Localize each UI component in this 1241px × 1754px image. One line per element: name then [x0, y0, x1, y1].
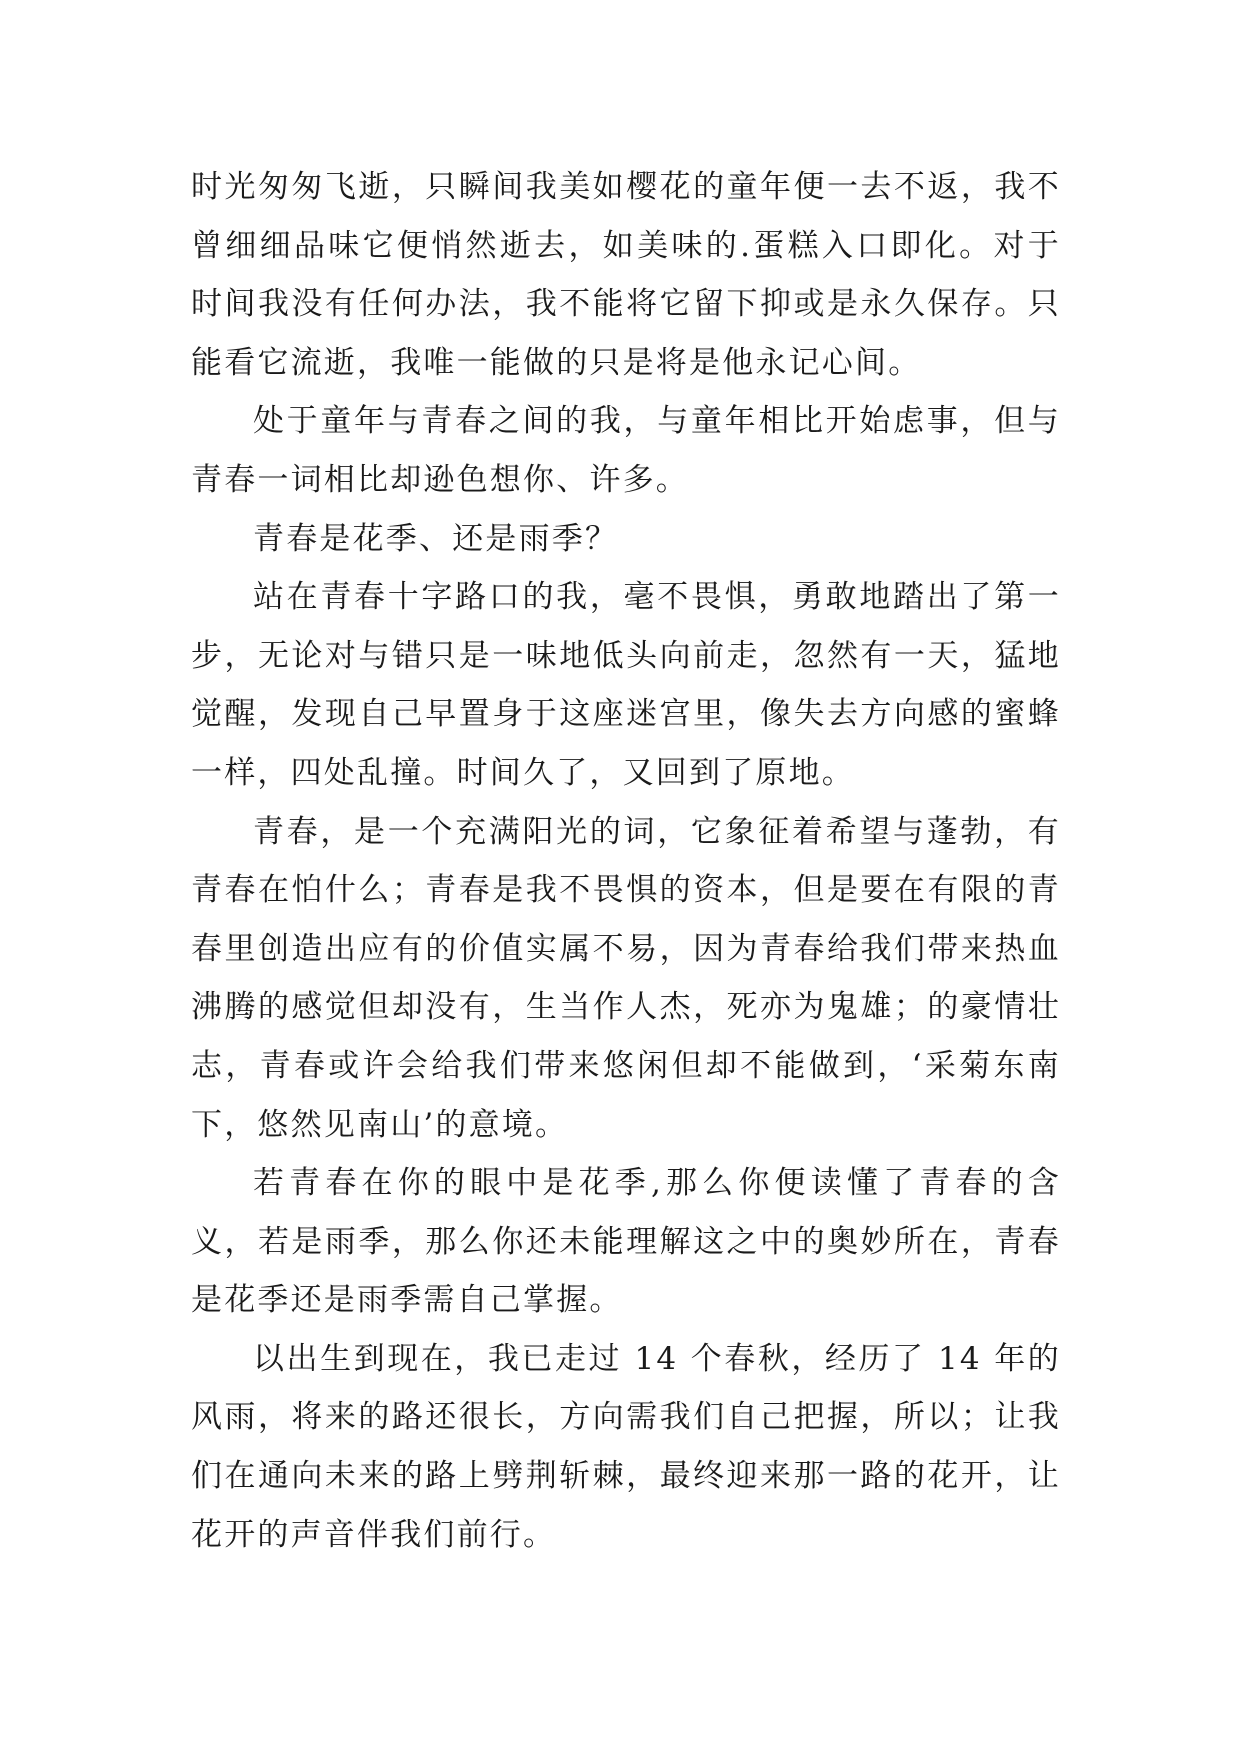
- paragraph: 处于童年与青春之间的我，与童年相比开始虑事，但与青春一词相比却逊色想你、许多。: [191, 403, 1061, 498]
- essay-body: [191, 158, 1061, 1564]
- paragraph: 站在青春十字路口的我，毫不畏惧，勇敢地踏出了第一步，无论对与错只是一味地低头向前走，忽然有一天，猛地觉醒，发现自己早置身于这座迷宫里，像失去方向感的蜜蜂一样，四处乱撞。时间久了，又回到了原地。: [191, 579, 1061, 791]
- paragraph: 青春，是一个充满阳光的词，它象征着希望与蓬勃，有青春在怕什么；青春是我不畏惧的资本，但是要在有限的青春里创造出应有的价值实属不易，因为青春给我们带来热血沸腾的感觉但却没有，生当作人杰，死亦为鬼雄；的豪情壮志，青春或许会给我们带来悠闲但却不能做到，‘采菊东南下，悠然见南山’的意境。: [191, 813, 1061, 1143]
- paragraph: 以出生到现在，我已走过 14 个春秋，经历了 14 年的风雨，将来的路还很长，方向需我们自己把握，所以；让我们在通向未来的路上劈荆斩棘，最终迎来那一路的花开，让花开的声音伴我们前行。: [191, 1340, 1061, 1553]
- paragraph: 时光匆匆飞逝，只瞬间我美如樱花的童年便一去不返，我不曾细细品味它便悄然逝去，如美味的.蛋糕入口即化。对于时间我没有任何办法，我不能将它留下抑或是永久保存。只能看它流逝，我唯一能做的只是将是他永记心间。: [191, 169, 1061, 381]
- paragraph: 青春是花季、还是雨季？: [253, 520, 619, 557]
- paragraph: 若青春在你的眼中是花季,那么你便读懂了青春的含义，若是雨季，那么你还未能理解这之中的奥妙所在，青春是花季还是雨季需自己掌握。: [191, 1165, 1061, 1319]
